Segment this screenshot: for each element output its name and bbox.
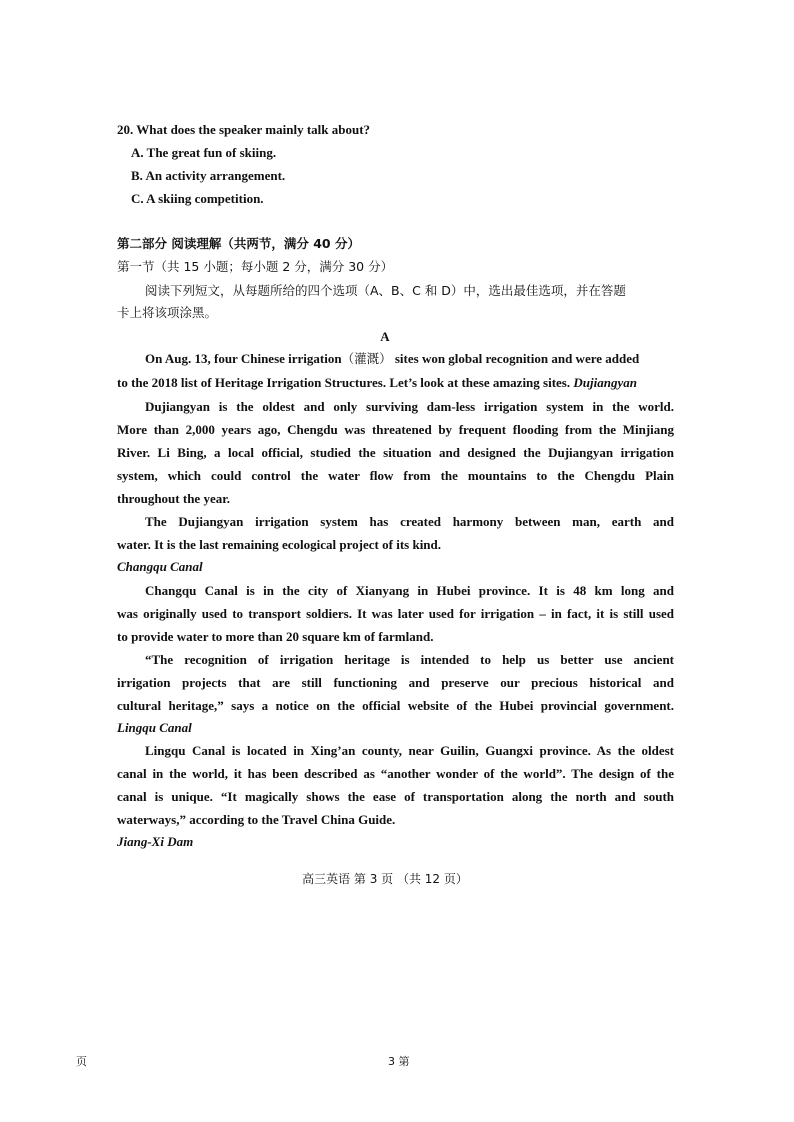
- passage-line: River. Li Bing, a local official, studied the situation and designed the Dujiangyan irrigation: [117, 445, 674, 460]
- passage-line: “The recognition of irrigation heritage is intended to help us better use ancient: [145, 652, 674, 667]
- passage-line: was originally used to transport soldiers. It was later used for irrigation – in fact, it is still used: [117, 606, 674, 621]
- instructions-line2: 卡上将该项涂黑。: [117, 305, 218, 320]
- section1-heading: 第一节（共 15 小题；每小题 2 分，满分 30 分）: [117, 259, 394, 274]
- passage-line: throughout the year.: [117, 491, 231, 506]
- bottom-left-mark: 页: [76, 1055, 87, 1068]
- passage-line: Dujiangyan is the oldest and only surviving dam-less irrigation system in the world.: [145, 399, 674, 414]
- passage-text: On Aug. 13, four Chinese irrigation: [145, 351, 342, 366]
- passage-line: More than 2,000 years ago, Chengdu was threatened by frequent flooding from the Minjiang: [117, 422, 674, 437]
- passage-line: system, which could control the water flow from the mountains to the Chengdu Plain: [117, 468, 674, 483]
- passage-line: Lingqu Canal is located in Xing’an county, near Guilin, Guangxi province. As the oldest: [145, 743, 674, 758]
- passage-line: [145, 350, 639, 367]
- bottom-center-mark: 3 第: [388, 1055, 410, 1068]
- passage-line: The Dujiangyan irrigation system has created harmony between man, earth and: [145, 514, 674, 529]
- lingqu-heading: Lingqu Canal: [117, 720, 192, 735]
- passage-text: to the 2018 list of Heritage Irrigation Structures. Let’s look at these amazing sites.: [117, 375, 574, 390]
- passage-label: A: [380, 329, 390, 344]
- passage-line: canal is unique. “It magically shows the ease of transportation along the north and south: [117, 789, 674, 804]
- passage-line: Changqu Canal is in the city of Xianyang in Hubei province. It is 48 km long and: [145, 583, 674, 598]
- passage-line: water. It is the last remaining ecological project of its kind.: [117, 537, 442, 552]
- part2-heading: 第二部分 阅读理解（共两节，满分 40 分）: [117, 236, 360, 251]
- passage-text-cn: （灌溉）: [341, 351, 392, 366]
- page-footer: 高三英语 第 3 页 （共 12 页）: [302, 872, 468, 886]
- passage-line: waterways,” according to the Travel China Guide.: [117, 812, 396, 827]
- passage-text: sites won global recognition and were added: [391, 351, 640, 366]
- jiangxi-heading: Jiang-Xi Dam: [117, 834, 194, 849]
- question-20-stem: 20. What does the speaker mainly talk about?: [117, 122, 371, 137]
- changqu-heading: Changqu Canal: [117, 559, 203, 574]
- passage-line: to provide water to more than 20 square km of farmland.: [117, 629, 434, 644]
- passage-line: [117, 374, 637, 391]
- question-20-option-c: C. A skiing competition.: [131, 191, 264, 206]
- passage-line: irrigation projects that are still functioning and preserve our precious historical and: [117, 675, 674, 690]
- passage-line: cultural heritage,” says a notice on the official website of the Hubei provincial government.: [117, 698, 674, 713]
- passage-line: canal in the world, it has been described as “another wonder of the world”. The design of the: [117, 766, 674, 781]
- dujiangyan-heading: Dujiangyan: [573, 375, 637, 390]
- question-20-option-a: A. The great fun of skiing.: [131, 145, 277, 160]
- question-20-option-b: B. An activity arrangement.: [131, 168, 286, 183]
- instructions-line1: 阅读下列短文，从每题所给的四个选项（A、B、C 和 D）中，选出最佳选项，并在答题: [145, 283, 626, 298]
